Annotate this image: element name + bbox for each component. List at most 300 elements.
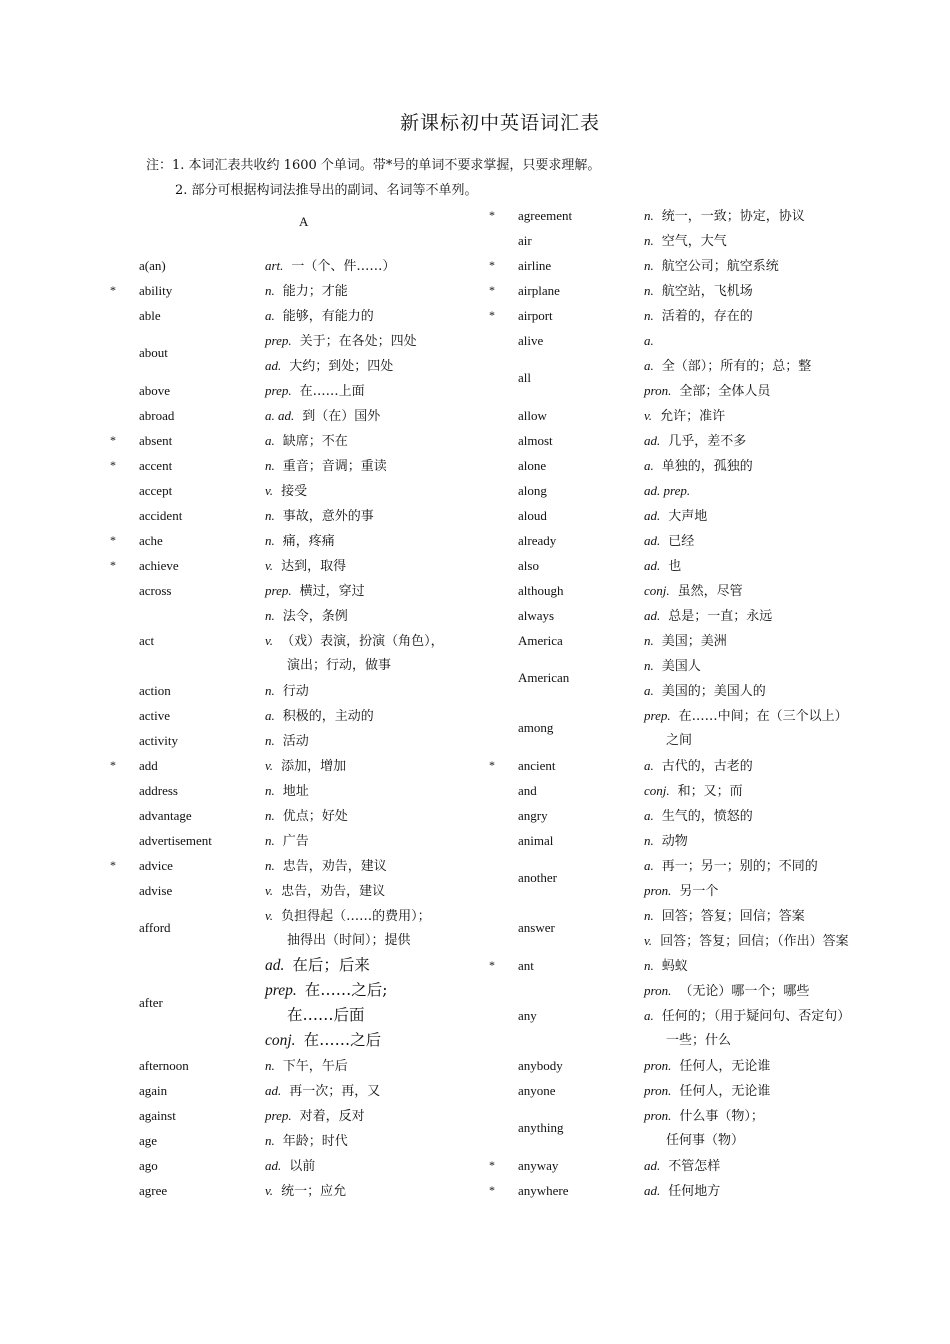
meaning-text: 在……后面 [287, 1006, 365, 1024]
required-marker [489, 553, 518, 578]
part-of-speech: a. [265, 308, 275, 323]
meaning-text: 添加，增加 [281, 759, 347, 774]
definitions [265, 803, 505, 828]
vocab-entry [110, 1078, 530, 1103]
part-of-speech: n. [265, 508, 275, 523]
meaning-text: 下午，午后 [282, 1059, 348, 1074]
part-of-speech: n. [644, 208, 654, 223]
definition-line [265, 853, 505, 878]
definition-line [644, 278, 884, 303]
meaning-text: 演出；行动，做事 [287, 658, 392, 673]
required-marker [110, 303, 139, 328]
meaning-text: 和；又；而 [677, 784, 743, 799]
required-marker [110, 378, 139, 403]
meaning-text: 航空公司；航空系统 [661, 259, 779, 274]
meaning-text: 活动 [282, 734, 309, 749]
definition-line [265, 453, 505, 478]
vocab-entry [110, 878, 530, 903]
vocab-entry [110, 528, 530, 553]
headword: anyone [518, 1082, 556, 1098]
definitions [644, 328, 884, 353]
definitions [644, 503, 884, 528]
required-marker: * [489, 283, 495, 297]
definitions [644, 1053, 884, 1078]
required-marker [110, 953, 139, 1053]
definitions [644, 778, 884, 803]
definition-line [644, 878, 884, 903]
part-of-speech: n. [265, 858, 275, 873]
definitions [644, 228, 884, 253]
part-of-speech: v. [265, 908, 274, 923]
headword: anything [518, 1120, 564, 1135]
definitions [644, 553, 884, 578]
meaning-text: 法令，条例 [282, 609, 348, 624]
part-of-speech: prep. [265, 383, 292, 398]
definitions [265, 403, 505, 428]
definitions [644, 953, 884, 978]
meaning-text: 之间 [666, 733, 693, 748]
required-marker [489, 828, 518, 853]
required-marker [110, 778, 139, 803]
part-of-speech: a. [644, 758, 654, 773]
required-marker [110, 903, 139, 953]
definition-line [644, 553, 884, 578]
vocab-entry [110, 803, 530, 828]
vocab-entry [110, 553, 530, 578]
meaning-text: （戏）表演，扮演（角色）， [281, 634, 444, 649]
required-marker [110, 1078, 139, 1103]
meaning-text: 回答；答复；回信；答案 [661, 909, 805, 924]
part-of-speech: v. [265, 558, 274, 573]
definition-line [644, 828, 884, 853]
part-of-speech: n. [644, 233, 654, 248]
vocab-entry [110, 728, 530, 753]
definition-line [644, 703, 884, 728]
definition-line [644, 903, 884, 928]
headword: abroad [139, 407, 175, 423]
vocab-entry [110, 428, 530, 453]
vocab-entry [489, 228, 909, 253]
definition-line [265, 653, 505, 678]
meaning-text: 统一；应允 [281, 1184, 347, 1199]
vocab-entry [489, 303, 909, 328]
headword: allow [518, 407, 547, 423]
meaning-text: 忠告，劝告，建议 [281, 884, 386, 899]
vocab-entry [110, 278, 530, 303]
part-of-speech: n. [644, 633, 654, 648]
vocab-entry [110, 1128, 530, 1153]
definitions [644, 203, 884, 228]
vocab-entry [110, 678, 530, 703]
note-line-2: 2. 部分可根据构词法推导出的副词、名词等不单列。 [175, 183, 478, 198]
definition-line [644, 778, 884, 803]
vocab-entry [489, 1103, 909, 1153]
headword: alone [518, 457, 547, 473]
definition-line [644, 303, 884, 328]
definitions [265, 1078, 505, 1103]
definitions [265, 778, 505, 803]
meaning-text: 在……中间；在（三个以上） [678, 709, 848, 724]
definitions [265, 528, 505, 553]
headword: anywhere [518, 1182, 569, 1198]
definition-line [265, 1053, 505, 1078]
vocab-entry [489, 1078, 909, 1103]
definitions [644, 578, 884, 603]
required-marker: * [110, 858, 116, 872]
part-of-speech: ad. [644, 558, 661, 573]
meaning-text: 另一个 [679, 884, 719, 899]
definition-line [265, 1178, 505, 1203]
definitions [265, 853, 505, 878]
required-marker [489, 1053, 518, 1078]
vocab-entry [489, 978, 909, 1053]
required-marker [110, 703, 139, 728]
part-of-speech: ad. [265, 358, 282, 373]
vocab-entry [110, 603, 530, 678]
required-marker [489, 228, 518, 253]
required-marker: * [489, 1158, 495, 1172]
definition-line [644, 678, 884, 703]
part-of-speech: v. [644, 933, 653, 948]
meaning-text: 大声地 [668, 509, 708, 524]
meaning-text: 再一次；再，又 [289, 1084, 381, 1099]
part-of-speech: a. [265, 708, 275, 723]
required-marker [489, 853, 518, 903]
definition-line [644, 528, 884, 553]
definition-line [644, 978, 884, 1003]
definition-line [265, 1153, 505, 1178]
definition-line [265, 1028, 505, 1053]
headword: and [518, 782, 537, 798]
part-of-speech: pron. [644, 983, 672, 998]
vocab-entry [110, 778, 530, 803]
meaning-text: 广告 [282, 834, 309, 849]
definition-line [265, 328, 505, 353]
meaning-text: 任何事（物） [666, 1133, 745, 1148]
vocab-entry [110, 703, 530, 728]
meaning-text: 优点；好处 [282, 809, 348, 824]
required-marker [110, 253, 139, 278]
meaning-text: 在后；后来 [292, 956, 370, 974]
part-of-speech: n. [265, 1058, 275, 1073]
required-marker [489, 978, 518, 1053]
part-of-speech: v. [265, 483, 274, 498]
meaning-text: 痛，疼痛 [282, 534, 335, 549]
meaning-text: 再一；另一；别的；不同的 [661, 859, 818, 874]
definition-line [265, 903, 505, 928]
required-marker [110, 728, 139, 753]
meaning-text: 动物 [661, 834, 688, 849]
vocab-entry [489, 1178, 909, 1203]
required-marker [489, 453, 518, 478]
part-of-speech: conj. [644, 783, 670, 798]
headword: ago [139, 1157, 158, 1173]
meaning-text: 什么事（物）； [679, 1109, 764, 1124]
required-marker [110, 678, 139, 703]
definition-line [265, 503, 505, 528]
part-of-speech: n. [644, 658, 654, 673]
vocab-entry [489, 403, 909, 428]
required-marker [489, 628, 518, 653]
vocab-entry [489, 353, 909, 403]
definitions [265, 703, 505, 728]
definitions [644, 353, 884, 403]
headword: anybody [518, 1057, 563, 1073]
required-marker: * [489, 208, 495, 222]
definition-line [265, 953, 505, 978]
definitions [265, 953, 505, 1053]
required-marker: * [110, 533, 116, 547]
definition-line [265, 353, 505, 378]
definitions [265, 903, 505, 953]
vocab-entry [110, 1178, 530, 1203]
vocab-column-right [489, 203, 909, 1203]
vocab-entry [110, 253, 530, 278]
meaning-text: 年龄；时代 [282, 1134, 348, 1149]
definitions [265, 1153, 505, 1178]
headword: achieve [139, 557, 179, 573]
definition-line [265, 1103, 505, 1128]
definitions [265, 428, 505, 453]
meaning-text: 重音；音调；重读 [282, 459, 387, 474]
meaning-text: 已经 [668, 534, 695, 549]
part-of-speech: a. [644, 333, 654, 348]
headword: anyway [518, 1157, 559, 1173]
definition-line [265, 1078, 505, 1103]
required-marker: * [489, 958, 495, 972]
headword: airport [518, 307, 553, 323]
vocab-entry [110, 578, 530, 603]
headword: accent [139, 457, 173, 473]
definition-line [265, 478, 505, 503]
definitions [644, 528, 884, 553]
meaning-text: 美国的；美国人的 [661, 684, 766, 699]
part-of-speech: ad. prep. [644, 483, 691, 498]
definition-line [265, 978, 505, 1003]
meaning-text: 接受 [281, 484, 308, 499]
definition-line [644, 728, 884, 753]
page-title: 新课标初中英语词汇表 [399, 112, 600, 134]
meaning-text: 忠告，劝告，建议 [282, 859, 387, 874]
definition-line [644, 853, 884, 878]
definition-line [265, 878, 505, 903]
vocab-entry [489, 778, 909, 803]
required-marker [110, 603, 139, 678]
part-of-speech: n. [644, 308, 654, 323]
part-of-speech: prep. [265, 583, 292, 598]
section-letter: A [299, 214, 309, 229]
headword: animal [518, 832, 554, 848]
headword: ant [518, 957, 534, 973]
headword: able [139, 307, 161, 323]
definition-line [265, 303, 505, 328]
part-of-speech: v. [265, 758, 274, 773]
required-marker [489, 328, 518, 353]
part-of-speech: pron. [644, 1083, 672, 1098]
headword: ability [139, 282, 173, 298]
required-marker [489, 653, 518, 703]
note-line-1: 注：1. 本词汇表共收约 1600 个单词。带*号的单词不要求掌握，只要求理解。 [146, 158, 601, 173]
meaning-text: 总是；一直；永远 [668, 609, 773, 624]
part-of-speech: pron. [644, 383, 672, 398]
meaning-text: 事故，意外的事 [282, 509, 374, 524]
definition-line [265, 728, 505, 753]
definition-line [265, 403, 505, 428]
definition-line [644, 253, 884, 278]
headword: angry [518, 807, 548, 823]
definition-line [644, 1178, 884, 1203]
part-of-speech: pron. [644, 1058, 672, 1073]
headword: about [139, 345, 168, 360]
meaning-text: 达到，取得 [281, 559, 347, 574]
meaning-text: 全部；全体人员 [679, 384, 771, 399]
definition-line [265, 828, 505, 853]
definitions [644, 603, 884, 628]
definition-line [644, 353, 884, 378]
meaning-text: 在……之后; [304, 981, 388, 999]
definitions [644, 753, 884, 778]
vocab-entry [489, 428, 909, 453]
part-of-speech: ad. [644, 608, 661, 623]
definition-line [644, 628, 884, 653]
definition-line [644, 328, 884, 353]
headword: advise [139, 882, 173, 898]
definitions [644, 703, 884, 753]
part-of-speech: prep. [265, 333, 292, 348]
meaning-text: 行动 [282, 684, 309, 699]
part-of-speech: ad. [644, 1158, 661, 1173]
definitions [644, 828, 884, 853]
definitions [644, 253, 884, 278]
meaning-text: （无论）哪一个；哪些 [679, 984, 810, 999]
required-marker: * [110, 758, 116, 772]
part-of-speech: n. [265, 808, 275, 823]
part-of-speech: a. [644, 358, 654, 373]
vocab-entry [110, 1153, 530, 1178]
part-of-speech: conj. [265, 1032, 296, 1049]
part-of-speech: n. [265, 608, 275, 623]
vocab-entry [489, 453, 909, 478]
required-marker [489, 528, 518, 553]
definition-line [644, 1128, 884, 1153]
definition-line [644, 753, 884, 778]
meaning-text: 积极的，主动的 [282, 709, 374, 724]
headword: another [518, 870, 557, 885]
definitions [265, 1178, 505, 1203]
definition-line [644, 653, 884, 678]
definitions [265, 578, 505, 603]
part-of-speech: ad. [644, 433, 661, 448]
required-marker [489, 1078, 518, 1103]
definitions [644, 853, 884, 903]
part-of-speech: n. [644, 958, 654, 973]
meaning-text: 美国人 [661, 659, 701, 674]
definition-line [265, 628, 505, 653]
required-marker: * [110, 433, 116, 447]
vocab-entry [489, 653, 909, 703]
part-of-speech: ad. [265, 957, 285, 974]
definition-line [644, 1103, 884, 1128]
required-marker: * [489, 758, 495, 772]
vocab-entry [489, 603, 909, 628]
vocab-entry [489, 328, 909, 353]
definitions [644, 1153, 884, 1178]
meaning-text: 关于；在各处；四处 [299, 334, 417, 349]
definition-line [644, 803, 884, 828]
required-marker [110, 828, 139, 853]
definition-line [265, 253, 505, 278]
definitions [265, 253, 505, 278]
definitions [265, 1103, 505, 1128]
definition-line [265, 678, 505, 703]
meaning-text: 允许；准许 [660, 409, 726, 424]
part-of-speech: pron. [644, 1108, 672, 1123]
definition-line [265, 1003, 505, 1028]
definition-line [644, 578, 884, 603]
definitions [265, 553, 505, 578]
definitions [265, 278, 505, 303]
meaning-text: 不管怎样 [668, 1159, 721, 1174]
headword: American [518, 670, 570, 685]
definitions [644, 403, 884, 428]
definition-line [644, 1053, 884, 1078]
part-of-speech: ad. [644, 533, 661, 548]
required-marker [489, 478, 518, 503]
vocab-entry [110, 903, 530, 953]
definition-line [265, 378, 505, 403]
headword: above [139, 382, 171, 398]
part-of-speech: v. [265, 883, 274, 898]
definition-line [644, 403, 884, 428]
required-marker [110, 1178, 139, 1203]
part-of-speech: art. [265, 258, 284, 273]
headword: ache [139, 532, 163, 548]
definitions [644, 278, 884, 303]
headword: agree [139, 1182, 168, 1198]
part-of-speech: n. [644, 833, 654, 848]
definitions [265, 603, 505, 678]
required-marker [489, 703, 518, 753]
meaning-text: 全（部）；所有的；总；整 [661, 359, 812, 374]
part-of-speech: ad. [644, 508, 661, 523]
vocab-entry [489, 753, 909, 778]
part-of-speech: v. [265, 633, 274, 648]
vocab-entry [489, 528, 909, 553]
required-marker: * [110, 458, 116, 472]
headword: among [518, 720, 554, 735]
headword: activity [139, 732, 178, 748]
definition-line [265, 428, 505, 453]
headword: across [139, 582, 172, 598]
definitions [644, 628, 884, 653]
required-marker [489, 803, 518, 828]
definition-line [644, 1028, 884, 1053]
definition-line [265, 1128, 505, 1153]
meaning-text: 任何人，无论谁 [679, 1084, 771, 1099]
headword: any [518, 1007, 537, 1023]
headword: afternoon [139, 1057, 189, 1073]
definitions [644, 453, 884, 478]
vocab-entry [489, 553, 909, 578]
vocab-entry [489, 253, 909, 278]
vocab-entry [110, 828, 530, 853]
definitions [265, 378, 505, 403]
definitions [644, 653, 884, 703]
definition-line [644, 228, 884, 253]
required-marker [110, 803, 139, 828]
definition-line [644, 928, 884, 953]
required-marker [110, 878, 139, 903]
